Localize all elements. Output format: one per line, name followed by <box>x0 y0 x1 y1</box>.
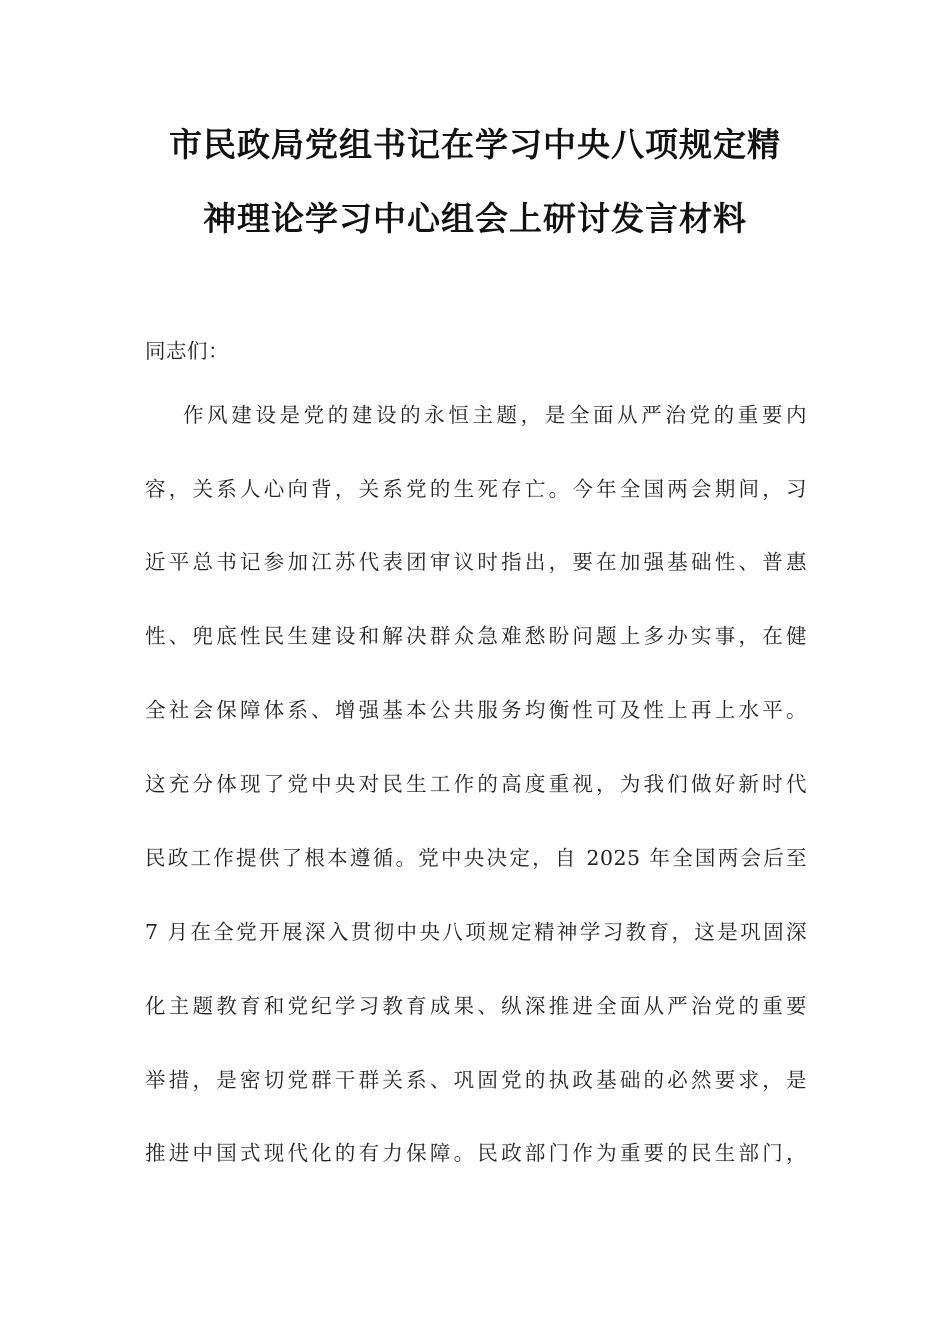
body-line: 推进中国式现代化的有力保障。民政部门作为重要的民生部门， <box>145 1141 807 1165</box>
body-line: 化主题教育和党纪学习教育成果、纵深推进全面从严治党的重要 <box>145 994 807 1018</box>
document-title-line-2: 神理论学习中心组会上研讨发言材料 <box>203 199 747 238</box>
body-line: 7 月在全党开展深入贯彻中央八项规定精神学习教育，这是巩固深 <box>145 920 807 944</box>
body-line: 举措，是密切党群干群关系、巩固党的执政基础的必然要求，是 <box>145 1068 807 1092</box>
body-line: 容，关系人心向背，关系党的生死存亡。今年全国两会期间，习 <box>145 477 807 501</box>
document-title-line-1: 市民政局党组书记在学习中央八项规定精 <box>169 125 781 164</box>
body-line: 作风建设是党的建设的永恒主题，是全面从严治党的重要内 <box>183 403 807 427</box>
body-line: 全社会保障体系、增强基本公共服务均衡性可及性上再上水平。 <box>145 698 807 722</box>
body-line: 性、兜底性民生建设和解决群众急难愁盼问题上多办实事，在健 <box>145 624 807 648</box>
body-line: 民政工作提供了根本遵循。党中央决定，自 2025 年全国两会后至 <box>145 846 807 870</box>
body-line: 这充分体现了党中央对民生工作的高度重视，为我们做好新时代 <box>145 772 807 796</box>
body-line: 近平总书记参加江苏代表团审议时指出，要在加强基础性、普惠 <box>145 550 807 574</box>
salutation: 同志们： <box>145 339 229 363</box>
